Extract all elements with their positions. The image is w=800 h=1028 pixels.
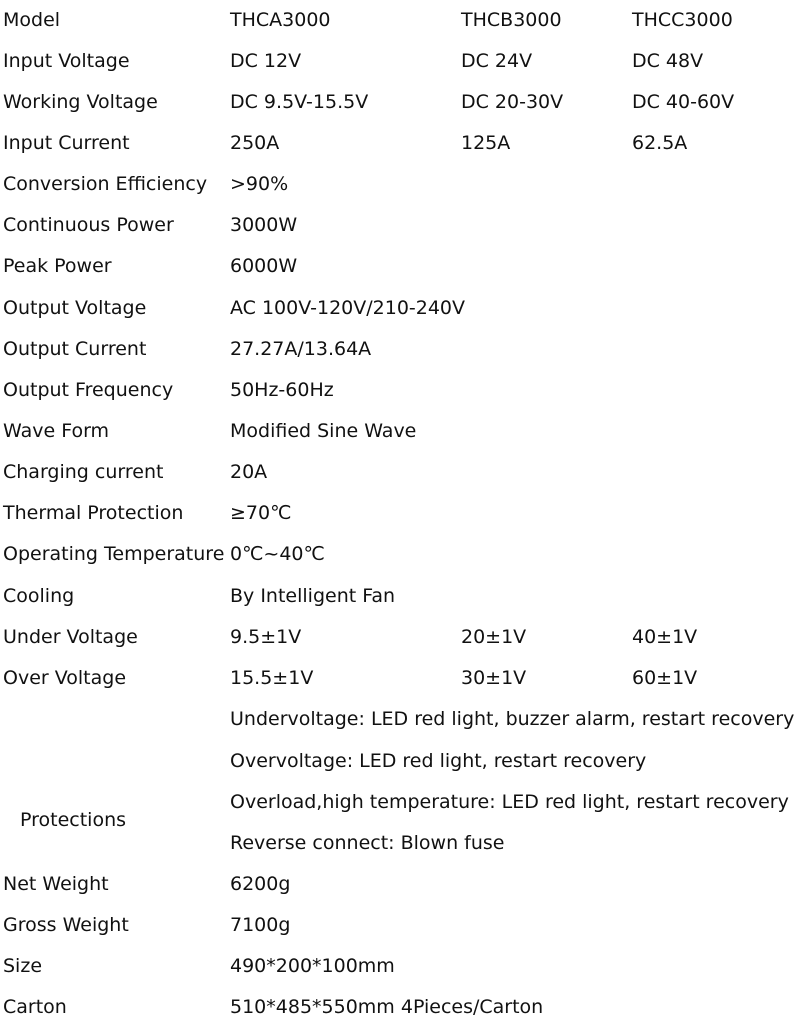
spec-value: 50Hz-60Hz xyxy=(230,379,334,401)
spec-value-c: 40±1V xyxy=(632,626,698,648)
spec-value-b: DC 20-30V xyxy=(461,91,564,113)
spec-row-output-current xyxy=(0,329,800,370)
spec-value: 6200g xyxy=(230,873,291,895)
spec-label: Output Voltage xyxy=(3,297,147,319)
spec-row-peak-power xyxy=(0,246,800,287)
spec-value: ≥70℃ xyxy=(230,502,292,524)
spec-label: Gross Weight xyxy=(3,914,129,936)
spec-row-thermal-protection xyxy=(0,493,800,534)
protection-line: Overvoltage: LED red light, restart recovery xyxy=(230,750,647,772)
spec-label: Input Voltage xyxy=(3,50,130,72)
spec-value-c: 60±1V xyxy=(632,667,698,689)
spec-value-b: DC 24V xyxy=(461,50,533,72)
spec-value-b: 20±1V xyxy=(461,626,527,648)
spec-value-a: DC 9.5V-15.5V xyxy=(230,91,369,113)
spec-value-b: 125A xyxy=(461,132,511,154)
spec-value: 490*200*100mm xyxy=(230,955,395,977)
spec-label: Cooling xyxy=(3,585,75,607)
spec-label: Carton xyxy=(3,996,67,1018)
spec-label: Under Voltage xyxy=(3,626,138,648)
spec-value-c: 62.5A xyxy=(632,132,688,154)
spec-value: By Intelligent Fan xyxy=(230,585,396,607)
spec-row-cooling xyxy=(0,576,800,617)
spec-label: Peak Power xyxy=(3,255,112,277)
spec-row-input-current xyxy=(0,123,800,164)
spec-row-continuous-power xyxy=(0,205,800,246)
spec-row-over-voltage xyxy=(0,658,800,699)
spec-value-b: THCB3000 xyxy=(461,9,562,31)
spec-value: Modified Sine Wave xyxy=(230,420,417,442)
spec-label: Continuous Power xyxy=(3,214,174,236)
spec-label: Model xyxy=(3,9,61,31)
spec-value-b: 30±1V xyxy=(461,667,527,689)
spec-row-conversion-efficiency xyxy=(0,164,800,205)
spec-value: >90% xyxy=(230,173,289,195)
spec-row-wave-form xyxy=(0,411,800,452)
spec-label: Conversion Efficiency xyxy=(3,173,208,195)
spec-value-a: 9.5±1V xyxy=(230,626,302,648)
spec-row-under-voltage xyxy=(0,617,800,658)
spec-value-a: 250A xyxy=(230,132,280,154)
spec-value: 6000W xyxy=(230,255,298,277)
spec-label: Size xyxy=(3,955,43,977)
protection-line: Reverse connect: Blown fuse xyxy=(230,832,505,854)
spec-label: Net Weight xyxy=(3,873,109,895)
protection-line: Overload,high temperature: LED red light, restart recovery xyxy=(230,791,789,813)
spec-value-c: THCC3000 xyxy=(632,9,733,31)
spec-row-charging-current xyxy=(0,452,800,493)
spec-value-a: 15.5±1V xyxy=(230,667,314,689)
spec-value-c: DC 40-60V xyxy=(632,91,735,113)
spec-value: AC 100V-120V/210-240V xyxy=(230,297,466,319)
spec-value: 20A xyxy=(230,461,268,483)
spec-label: Wave Form xyxy=(3,420,110,442)
spec-label: Output Current xyxy=(3,338,147,360)
spec-row-output-frequency xyxy=(0,370,800,411)
spec-label: Over Voltage xyxy=(3,667,127,689)
spec-row-carton xyxy=(0,987,800,1028)
spec-row-size xyxy=(0,946,800,987)
spec-value-a: THCA3000 xyxy=(230,9,331,31)
spec-row-output-voltage xyxy=(0,288,800,329)
spec-label: Operating Temperature xyxy=(3,543,225,565)
spec-value: 3000W xyxy=(230,214,298,236)
spec-label: Input Current xyxy=(3,132,130,154)
spec-value-c: DC 48V xyxy=(632,50,704,72)
spec-row-operating-temperature xyxy=(0,534,800,575)
spec-row-gross-weight xyxy=(0,905,800,946)
protection-line: Undervoltage: LED red light, buzzer alarm, restart recovery xyxy=(230,708,795,730)
protections-label: Protections xyxy=(20,809,127,831)
spec-label: Thermal Protection xyxy=(3,502,184,524)
spec-label: Working Voltage xyxy=(3,91,158,113)
spec-row-input-voltage xyxy=(0,41,800,82)
spec-value: 510*485*550mm 4Pieces/Carton xyxy=(230,996,544,1018)
spec-label: Output Frequency xyxy=(3,379,174,401)
spec-value: 7100g xyxy=(230,914,291,936)
spec-value-a: DC 12V xyxy=(230,50,302,72)
spec-row-model xyxy=(0,0,800,41)
spec-value: 0℃~40℃ xyxy=(230,543,325,565)
spec-label: Charging current xyxy=(3,461,164,483)
spec-row-net-weight xyxy=(0,864,800,905)
spec-row-working-voltage xyxy=(0,82,800,123)
spec-value: 27.27A/13.64A xyxy=(230,338,372,360)
